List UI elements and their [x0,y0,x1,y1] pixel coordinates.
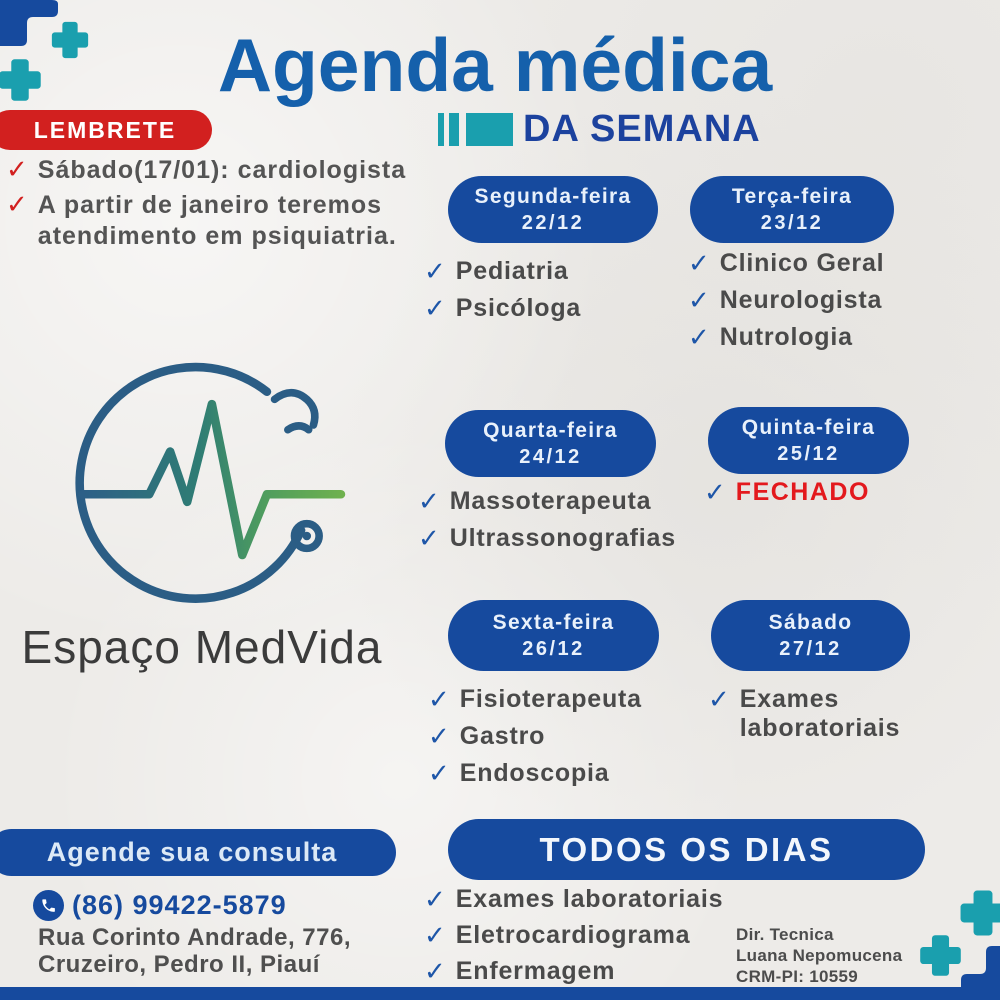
check-icon: ✓ [708,685,730,715]
check-icon: ✓ [424,885,446,915]
medvida-stethoscope-logo [48,350,353,630]
checklist-label: Exames laboratoriais [739,685,901,742]
phone-icon [33,890,64,921]
corner-step-shape [961,946,1000,987]
reminder-badge: LEMBRETE [0,110,212,150]
checklist-item [424,957,759,987]
check-icon: ✓ [428,722,450,752]
address [38,924,351,978]
checklist-label: Gastro [459,722,546,750]
day-list-terca [688,249,933,360]
check-icon: ✓ [6,190,28,220]
checklist-item [428,685,703,715]
day-list-sexta [428,685,703,796]
day-name: Quarta-feira [483,418,618,442]
checklist-label: Ultrassonografias [449,524,676,552]
medical-cross-icon [0,56,44,104]
day-list-quarta [418,487,713,561]
checklist-item [424,885,759,915]
day-card-sexta [448,600,659,671]
phone-number: (86) 99422-5879 [72,890,287,920]
check-icon: ✓ [428,759,450,789]
medical-cross-icon [917,932,964,979]
checklist-item [428,722,703,752]
day-name: Terça-feira [731,184,853,208]
cta-banner: Agende sua consulta [0,829,396,876]
accent-bar [466,113,513,146]
director-name: Luana Nepomucena [736,946,903,965]
check-icon: ✓ [688,286,710,316]
checklist-item [688,323,933,353]
page-title: Agenda médica [217,23,773,107]
checklist-item [688,249,933,279]
checklist-item [6,190,476,252]
checklist-label: Nutrologia [719,323,853,351]
page-subtitle-row [438,107,761,150]
day-list-quinta [704,478,939,515]
check-icon: ✓ [418,487,440,517]
day-name: Sábado [768,610,853,634]
day-date: 25/12 [777,442,840,465]
check-icon: ✓ [424,957,446,987]
accent-bar [438,113,444,146]
address-line-2: Cruzeiro, Pedro II, Piauí [38,951,320,978]
checklist-label: Pediatria [455,257,569,285]
checklist-item [424,921,759,951]
medical-cross-icon [49,19,91,61]
check-icon: ✓ [424,921,446,951]
checklist-label: Exames laboratoriais [455,885,724,913]
day-card-quinta [708,407,909,474]
day-date: 22/12 [521,211,585,234]
checklist-label: A partir de janeiro teremos atendimento em psiquiatria. [37,191,397,250]
address-line-1: Rua Corinto Andrade, 776, [38,924,351,951]
bottom-bar [0,987,1000,1000]
checklist-label: Psicóloga [455,294,582,322]
checklist-item [6,155,476,186]
accent-bar [449,113,459,146]
day-name: Segunda-feira [474,184,632,208]
checklist-item [428,759,703,789]
check-icon: ✓ [6,155,28,185]
check-icon: ✓ [428,685,450,715]
checklist-label: Enfermagem [455,957,616,985]
day-list-segunda [424,257,669,331]
checklist-label: Massoterapeuta [449,487,652,515]
checklist-label: Endoscopia [459,759,610,787]
check-icon: ✓ [424,294,446,324]
check-icon: ✓ [688,323,710,353]
check-icon: ✓ [704,478,726,508]
checklist-item [704,478,939,508]
day-card-sabado [711,600,910,671]
checklist-label: Neurologista [719,286,883,314]
checklist-label: FECHADO [735,478,870,506]
day-name: Quinta-feira [741,415,876,439]
check-icon: ✓ [424,257,446,287]
checklist-item [708,685,920,743]
checklist-label: Sábado(17/01): cardiologista [37,156,407,184]
day-card-terca [690,176,894,243]
day-date: 27/12 [779,637,842,660]
day-card-segunda [448,176,658,243]
day-name: Sexta-feira [492,610,615,634]
phone-row [33,890,287,921]
checklist-item [688,286,933,316]
page-subtitle: DA SEMANA [523,107,761,150]
everyday-list [424,885,759,993]
director-info [736,924,902,987]
brand-name: Espaço MedVida [21,621,383,673]
day-list-sabado [708,685,920,750]
checklist-item [424,294,669,324]
checklist-item [424,257,669,287]
checklist-item [418,524,713,554]
check-icon: ✓ [418,524,440,554]
director-crm: CRM-PI: 10559 [736,967,858,986]
day-date: 26/12 [522,637,585,660]
everyday-banner: TODOS OS DIAS [448,819,925,880]
day-card-quarta [445,410,656,477]
reminder-list [6,155,476,256]
day-date: 24/12 [519,445,582,468]
day-date: 23/12 [760,211,824,234]
checklist-label: Clinico Geral [719,249,885,277]
checklist-item [418,487,713,517]
director-title: Dir. Tecnica [736,925,834,944]
check-icon: ✓ [688,249,710,279]
checklist-label: Fisioterapeuta [459,685,642,713]
checklist-label: Eletrocardiograma [455,921,691,949]
